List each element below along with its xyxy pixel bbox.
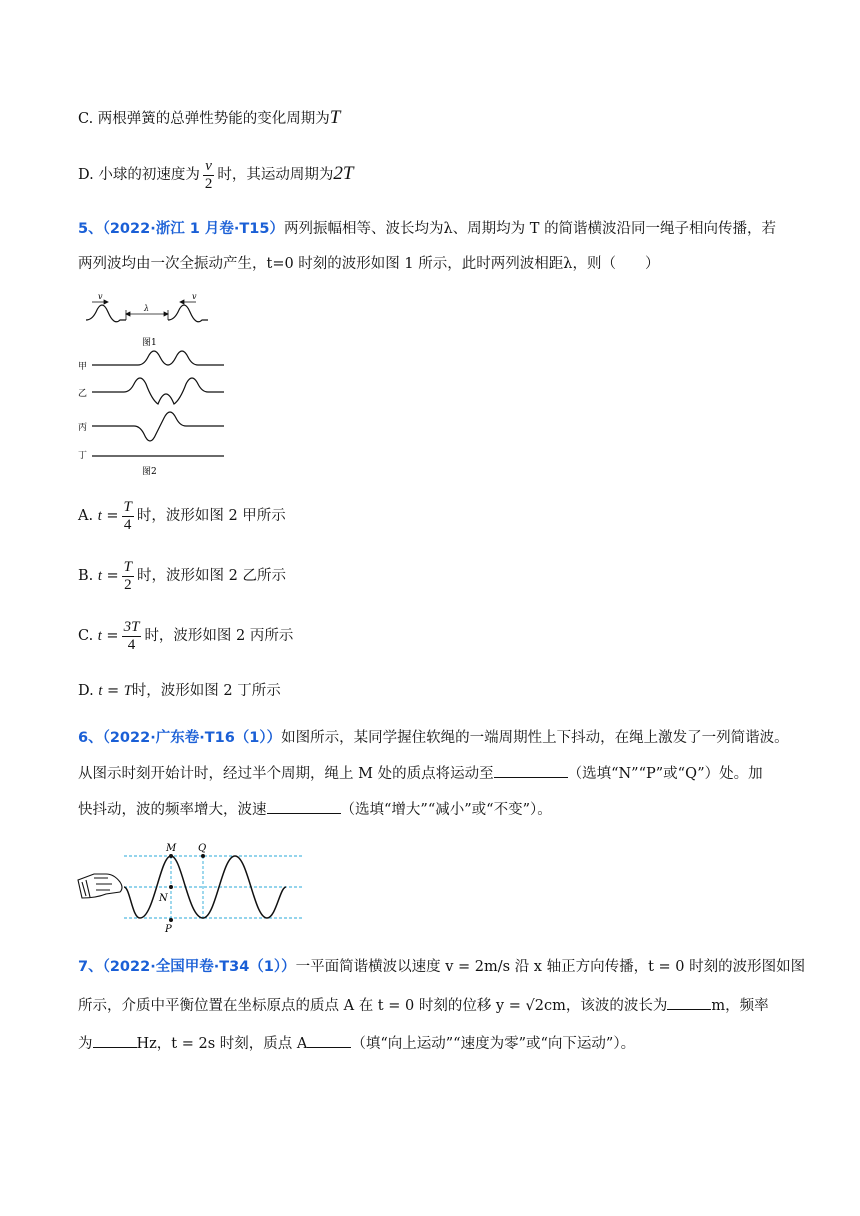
question-text: （选填“增大”“减小”或“不变”）。 [340,802,552,818]
math-var: t [97,508,102,524]
option-label: C. [78,111,94,127]
option-text: 两根弹簧的总弹性势能的变化周期为 [97,111,330,127]
option-label: B. [78,568,94,584]
answer-blank[interactable] [667,995,711,1010]
label-q: Q [198,843,207,854]
q4-option-d [78,156,353,193]
question-number: 7、 [78,959,103,975]
answer-blank[interactable] [267,799,341,814]
math-t: T [329,107,341,128]
math-var: T [123,683,132,699]
question-text: 一平面简谐横波以速度 v = 2m/s 沿 x 轴正方向传播，t = 0 时刻的波形图如图 [295,959,806,975]
fig2-row-label-ding: 丁 [78,451,88,461]
question-text: Hz，t = 2s 时刻，质点 A [136,1036,308,1052]
question-text: 从图示时刻开始计时，经过半个周期，绳上 M 处的质点将运动至 [78,766,494,782]
fraction: $\frac{T}{2}$ [123,558,133,593]
points [169,854,205,922]
q6-stem-line2 [78,763,763,784]
fig2-caption: 图2 [142,467,157,477]
q6-stem-line1 [78,728,789,748]
question-number: 6、 [78,730,103,746]
fraction: $\frac{T}{4}$ [123,498,132,533]
question-source: （2022·全国甲卷·T34（1）） [102,959,296,975]
fig2-row-label-yi: 乙 [78,389,88,399]
fig1-v-left: v [98,292,103,301]
option-text: 小球的初速度为 [98,167,200,183]
fraction: $\frac{v}{2}$ [204,157,213,192]
option-text: 时，波形如图 2 乙所示 [137,568,286,584]
option-text: 时，波形如图 2 丁所示 [131,683,281,699]
q5-option-b: B. t = $\frac{T}{2}$ 时，波形如图 2 乙所示 [78,558,286,593]
answer-blank[interactable] [307,1033,351,1048]
q4-option-c [78,108,340,129]
fig1-v-right: v [192,292,197,301]
question-text: 如图所示，某同学握住软绳的一端周期性上下抖动，在绳上激发了一列简谐波。 [281,730,789,746]
q7-stem-line2 [78,995,769,1016]
math-var: t [98,683,103,699]
question-text: 两列振幅相等、波长均为λ、周期均为 T 的简谐横波沿同一绳子相向传播，若 [283,221,777,237]
math-var: t [97,628,102,644]
answer-blank[interactable] [494,763,568,778]
math-var: t [97,568,102,584]
q7-stem-line3 [78,1033,635,1054]
fraction: $\frac{3T}{4}$ [123,618,140,653]
q6-figure [76,842,308,932]
q5-stem-line1 [78,219,776,239]
fig2-wave-yi [92,378,224,404]
fig2-row-label-bing: 丙 [78,423,88,433]
answer-blank[interactable] [93,1033,137,1048]
q6-stem-line3 [78,799,552,820]
fig2-wave-bing [92,412,224,441]
option-label: D. [78,683,94,699]
question-source: （2022·广东卷·T16（1）） [102,730,282,746]
fig1-lambda: λ [144,304,150,313]
hand-icon [78,874,122,898]
q5-figure [78,290,238,480]
question-text: 快抖动，波的频率增大，波速 [78,802,267,818]
dashed-guides [124,856,304,920]
fig2-wave-jia [92,351,224,365]
q5-option-c: C. t = $\frac{3T}{4}$ 时，波形如图 2 丙所示 [78,618,294,653]
fig1-caption: 图1 [142,338,157,348]
question-text: 为 [78,1036,93,1052]
question-number: 5、 [78,221,103,237]
question-text: 所示，介质中平衡位置在坐标原点的质点 A 在 t = 0 时刻的位移 y = √2cm，该波的波长为 [78,998,668,1014]
fig2-row-label-jia: 甲 [78,362,88,372]
question-source: （2022·浙江 1 月卷·T15） [102,221,284,237]
q5-stem-line2 [78,254,659,274]
question-text: 两列波均由一次全振动产生，t=0 时刻的波形如图 1 所示，此时两列波相距λ，则（ ） [78,256,660,272]
option-label: A. [78,508,94,524]
label-p: P [165,924,172,932]
question-text: （填“向上运动”“速度为零”或“向下运动”）。 [351,1036,636,1052]
math-2t: 2T [333,163,354,184]
option-label: D. [78,167,94,183]
option-label: C. [78,628,94,644]
question-text: （选填“N”“P”或“Q”）处。加 [567,766,763,782]
option-text: 时，波形如图 2 甲所示 [136,508,286,524]
option-text: 时，其运动周期为 [217,167,334,183]
question-text: m，频率 [711,998,769,1014]
q7-stem-line1 [78,957,805,977]
q5-option-a: A. t = $\frac{T}{4}$ 时，波形如图 2 甲所示 [78,498,286,533]
label-m: M [166,843,177,854]
option-text: 时，波形如图 2 丙所示 [144,628,294,644]
q5-option-d: D. t = T时，波形如图 2 丁所示 [78,683,281,699]
label-n: N [159,893,168,904]
